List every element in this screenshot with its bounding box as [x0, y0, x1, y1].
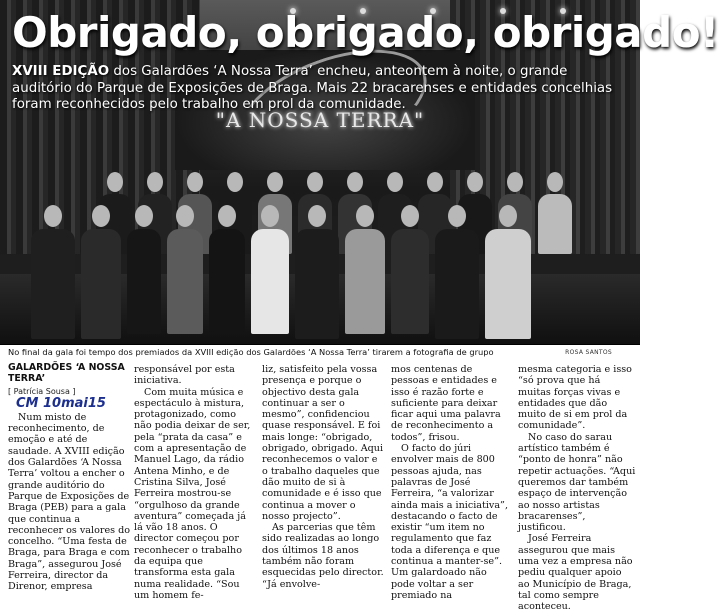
article-column-2 — [134, 364, 255, 601]
stage-sign-text: "A NOSSA TERRA" — [215, 108, 425, 132]
article-paragraph: liz, satisfeito pela vossa presença e porque o objectivo desta gala continuar a ser o mesmo”, confidenciou quase responsável. E foi mais longe: “obrigado, obrigado, obrigado. Aqui reconhecemos o valor e o trabalho daqueles que dão muito de si à comunidade e é isso que continua a mover o nosso projecto”. — [262, 364, 384, 522]
article-column-4 — [391, 364, 512, 601]
photo-caption: No final da gala foi tempo dos premiados da XVIII edição dos Galardões ‘A Nossa Terra’ tirarem a fotografia de grupo — [8, 347, 494, 357]
article-paragraph: No caso do sarau artístico também é “ponto de honra” não repetir actuações. “Aqui queremos dar também espaço de intervenção ao nosso artistas bracarenses”, justificou. — [518, 431, 636, 534]
article-column-1 — [8, 362, 131, 593]
person — [345, 205, 385, 339]
headline: Obrigado, obrigado, obrigado! — [12, 8, 719, 57]
person — [538, 172, 572, 254]
person — [485, 205, 531, 339]
article-paragraph: José Ferreira assegurou que mais uma vez a empresa não pediu qualquer apoio ao Município de Braga, tal como sempre aconteceu. — [518, 533, 633, 613]
article-column-5 — [518, 364, 636, 613]
person — [127, 205, 161, 339]
lede — [12, 64, 628, 114]
article-paragraph: Num misto de reconhecimento, de emoção e até de saudade. A XVIII edição dos Galardões ‘A Nossa Terra’ voltou a encher o grande auditório do Parque de Exposições de Braga (PEB) para a gala que continua a reconhecer os valores do concelho. “Uma festa de Braga, para Braga e com Braga”, assegurou José Ferreira, director da Direnor, empresa — [8, 411, 131, 593]
article-paragraph: mos centenas de pessoas e entidades e isso é razão forte e suficiente para deixar ficar aqui uma palavra de reconhecimento a todos”, frisou. — [391, 364, 501, 443]
handwritten-date-stamp: CM 10mai15 — [16, 395, 106, 411]
person — [391, 205, 429, 339]
person — [31, 205, 75, 339]
article-paragraph: Com muita música e espectáculo à mistura, protagonizado, como não podia deixar de ser, pela “prata da casa” e com a apresentação de Manuel Lago, da rádio Antena Minho, e de Cristina Silva, José Ferreira mostrou-se “orgulhoso da grande aventura” começada já lá vão 18 anos. O director começou por reconhecer o trabalho da equipa que transforma esta gala numa realidade. “Sou um homem fe- — [134, 386, 251, 601]
photo-credit: ROSA SANTOS — [565, 349, 612, 356]
author-byline: [ Patrícia Sousa ] — [8, 386, 76, 396]
article-paragraph: mesma categoria e isso “só prova que há muitas forças vivas e entidades que dão muito de si em prol da comunidade”. — [518, 364, 632, 432]
person — [251, 205, 289, 339]
article-paragraph: responsável por esta iniciativa. — [134, 364, 235, 387]
person — [167, 205, 203, 339]
person — [209, 205, 245, 339]
lede-edition: XVIII EDIÇÃO — [12, 64, 110, 79]
article-paragraph: O facto do júri envolver mais de 800 pessoas ajuda, nas palavras de José Ferreira, “a valorizar ainda mais a iniciativa”, destacando o facto de existir “um item no regulamento que faz toda a diferença e que continua a manter-se”. Um galardoado não pode voltar a ser premiado na — [391, 443, 508, 601]
person — [435, 205, 479, 339]
lede-text: dos Galardões ‘A Nossa Terra’ encheu, anteontem à noite, o grande auditório do Parque de Exposições de Braga. Mais 22 bracarenses e entidades concelhias foram reconhecidos pelo trabalho em prol da comunidade. — [12, 64, 613, 112]
person — [81, 205, 121, 339]
article-paragraph: As parcerias que têm sido realizadas ao longo dos últimos 18 anos também não foram esquecidas pelo director. “Já envolve- — [262, 522, 384, 590]
section-title: GALARDÕES ‘A NOSSA TERRA’ — [8, 362, 125, 385]
person — [295, 205, 339, 339]
article-column-3 — [262, 364, 385, 590]
front-row-people — [28, 205, 534, 339]
